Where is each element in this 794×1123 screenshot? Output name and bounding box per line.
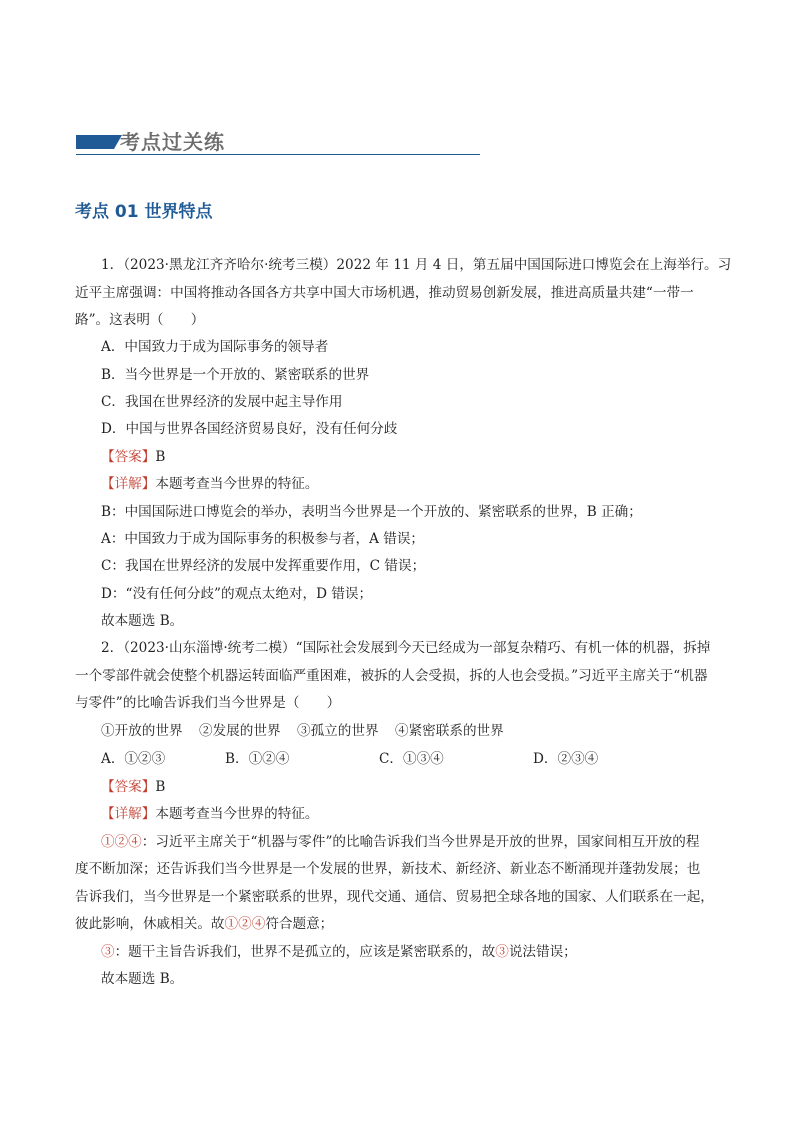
q1-explain-c: C：我国在世界经济的发展中发挥重要作用，C 错误； [101,558,426,574]
q2-options [101,749,751,769]
q2-explain-mark3: ③ [101,944,115,960]
q2-item-2: ②发展的世界 [199,723,281,739]
q1-stem-line3: 路”。这表明（ ） [75,312,205,328]
q2-option-c: C．①③④ [379,751,444,767]
q1-explain-b: B：中国国际进口博览会的举办，表明当今世界是一个开放的、紧密联系的世界，B 正确； [101,504,642,520]
q2-explain-line3: 告诉我们，当今世界是一个紧密联系的世界，现代交通、通信、贸易把全球各地的国家、人们联系在一起， [75,889,714,905]
q1-explain-a: A：中国致力于成为国际事务的积极参与者，A 错误； [101,531,425,547]
q1-option-c: C．我国在世界经济的发展中起主导作用 [101,394,343,410]
q1-detail-tag: 【详解】 [101,476,156,492]
q2-detail-text: 本题考查当今世界的特征。 [155,806,319,822]
q2-stem-line3: 与零件”的比喻告诉我们当今世界是（ ） [75,695,341,711]
q1-conclusion: 故本题选 B。 [101,613,184,629]
q2-option-d: D．②③④ [533,751,599,767]
q2-item-3: ③孤立的世界 [297,723,379,739]
q2-item-1: ①开放的世界 [101,723,183,739]
section-title: 考点 01 世界特点 [75,202,213,222]
q1-explain-d: D：“没有任何分歧”的观点太绝对，D 错误； [101,586,373,602]
q2-explain-line4 [75,914,725,934]
q2-option-b: B．①②④ [225,751,290,767]
q1-option-d: D．中国与世界各国经济贸易良好，没有任何分歧 [101,421,398,437]
q2-stem-line1: 2．（2023·山东淄博·统考二模）“国际社会发展到今天已经成为一部复杂精巧、有机一体的机器，拆掉 [101,640,711,656]
q2-option-a: A．①②③ [101,751,166,767]
q2-explain-text1: ：习近平主席关于“机器与零件”的比喻告诉我们当今世界是开放的世界，国家间相互开放的程 [141,834,700,850]
q2-answer-tag: 【答案】 [101,779,156,795]
q2-explain-text5a: ：题干主旨告诉我们，世界不是孤立的，应该是紧密联系的，故 [114,944,496,960]
q2-items [101,721,751,741]
q2-answer-value: B [155,779,166,795]
q2-explain-text4a: 彼此影响，休戚相关。故 [75,916,225,932]
q2-explain-line2: 度不断加深；还告诉我们当今世界是一个发展的世界，新技术、新经济、新业态不断涌现并蓬勃发展；也 [75,861,701,877]
banner-underline [76,154,480,155]
q2-explain-mark3b: ③ [495,944,509,960]
q2-stem-line2: 一个零部件就会使整个机器运转面临严重困难，被拆的人会受损，拆的人也会受损。”习近平主席关于“机器 [75,668,708,684]
q2-explain-marks: ①②④ [101,834,142,850]
q1-answer-tag: 【答案】 [101,449,156,465]
q2-explain-text5b: 说法错误； [508,944,577,960]
q2-detail-tag: 【详解】 [101,806,156,822]
q1-stem-line1: 1．（2023·黑龙江齐齐哈尔·统考三模）2022 年 11 月 4 日，第五届中国国际进口博览会在上海举行。习 [101,257,732,273]
q1-stem-line2: 近平主席强调：中国将推动各国各方共享中国大市场机遇，推动贸易创新发展，推进高质量共建“一带一 [75,285,694,301]
q2-item-4: ④紧密联系的世界 [395,723,504,739]
q2-explain-line1 [101,832,751,852]
section-banner [76,128,480,156]
q1-answer-value: B [155,449,166,465]
banner-title: 考点过关练 [120,130,225,154]
q2-explain-text4b: 符合题意； [265,916,334,932]
q1-answer [101,447,751,467]
q1-option-b: B．当今世界是一个开放的、紧密联系的世界 [101,367,370,383]
q2-explain-line5 [101,942,751,962]
q1-option-a: A．中国致力于成为国际事务的领导者 [101,339,329,355]
q1-detail [101,474,751,494]
q2-explain-marks2: ①②④ [224,916,266,932]
q2-conclusion: 故本题选 B。 [101,971,184,987]
q2-answer [101,777,751,797]
q2-detail [101,804,751,824]
q1-detail-text: 本题考查当今世界的特征。 [155,476,319,492]
banner-bar-decoration [76,135,114,149]
